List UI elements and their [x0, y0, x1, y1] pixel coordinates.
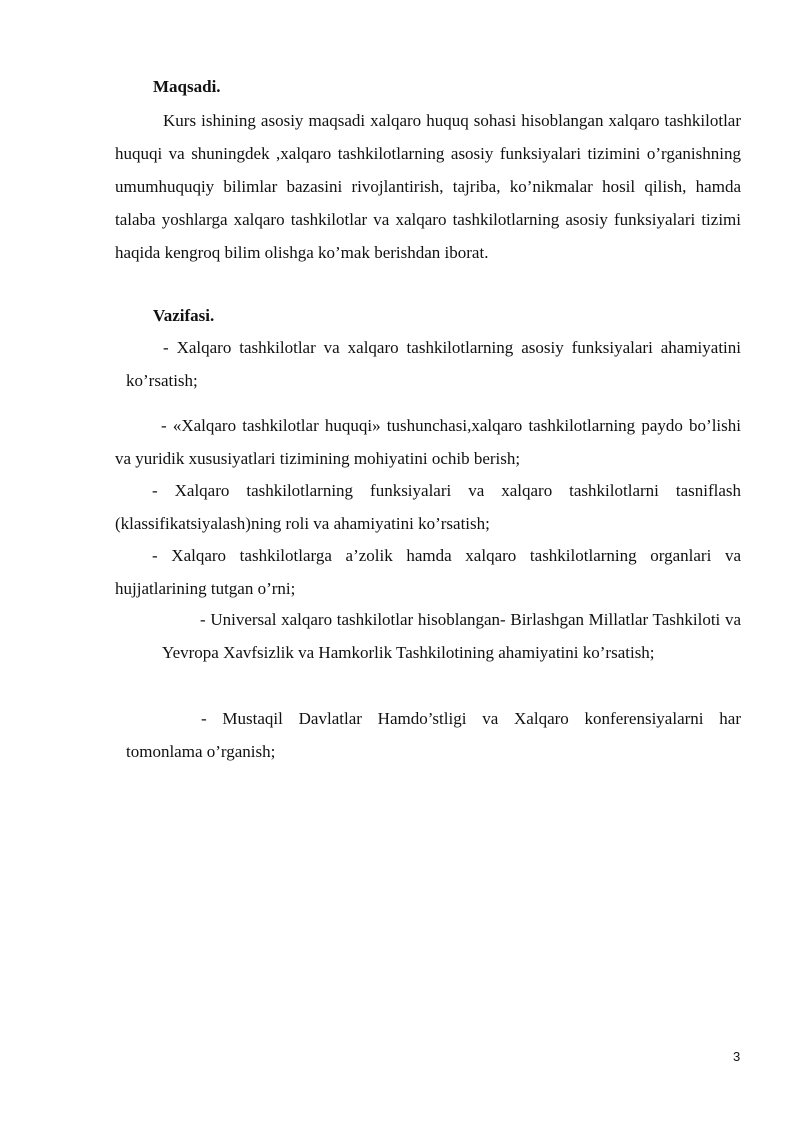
vazifasi-heading: Vazifasi.	[153, 306, 215, 325]
maqsadi-heading: Maqsadi.	[153, 77, 221, 96]
vazifasi-item: - «Xalqaro tashkilotlar huquqi» tushunchasi,xalqaro tashkilotlarning paydo bo’lishi va yuridik xususiyatlari tizimining mohiyatini ochib berish;	[115, 416, 741, 468]
vazifasi-item: - Xalqaro tashkilotlarga a’zolik hamda xalqaro tashkilotlarning organlari va hujjatlarining tutgan o’rni;	[115, 546, 741, 598]
vazifasi-item: - Xalqaro tashkilotlar va xalqaro tashkilotlarning asosiy funksiyalari ahamiyatini ko’rsatish;	[126, 338, 741, 390]
vazifasi-item: - Mustaqil Davlatlar Hamdo’stligi va Xalqaro konferensiyalarni har tomonlama o’rganish;	[126, 709, 741, 761]
vazifasi-item: - Xalqaro tashkilotlarning funksiyalari va xalqaro tashkilotlarni tasniflash (klassifikatsiyalash)ning roli va ahamiyatini ko’rsatish;	[115, 481, 741, 533]
maqsadi-paragraph: Kurs ishining asosiy maqsadi xalqaro huquq sohasi hisoblangan xalqaro tashkilotlar huquqi va shuningdek ,xalqaro tashkilotlarning asosiy funksiyalari tizimini o’rganishning umumhuquqiy bilimlar bazasini rivojlantirish, tajriba, ko’nikmalar hosil qilish, hamda talaba yoshlarga xalqaro tashkilotlar va xalqaro tashkilotlarning asosiy funksiyalari tizimi haqida kengroq bilim olishga ko’mak berishdan iborat.	[115, 111, 741, 262]
page-number: 3	[733, 1049, 741, 1064]
vazifasi-item: - Universal xalqaro tashkilotlar hisoblangan- Birlashgan Millatlar Tashkiloti va Yevropa Xavfsizlik va Hamkorlik Tashkilotining ahamiyatini ko’rsatish;	[162, 610, 741, 662]
